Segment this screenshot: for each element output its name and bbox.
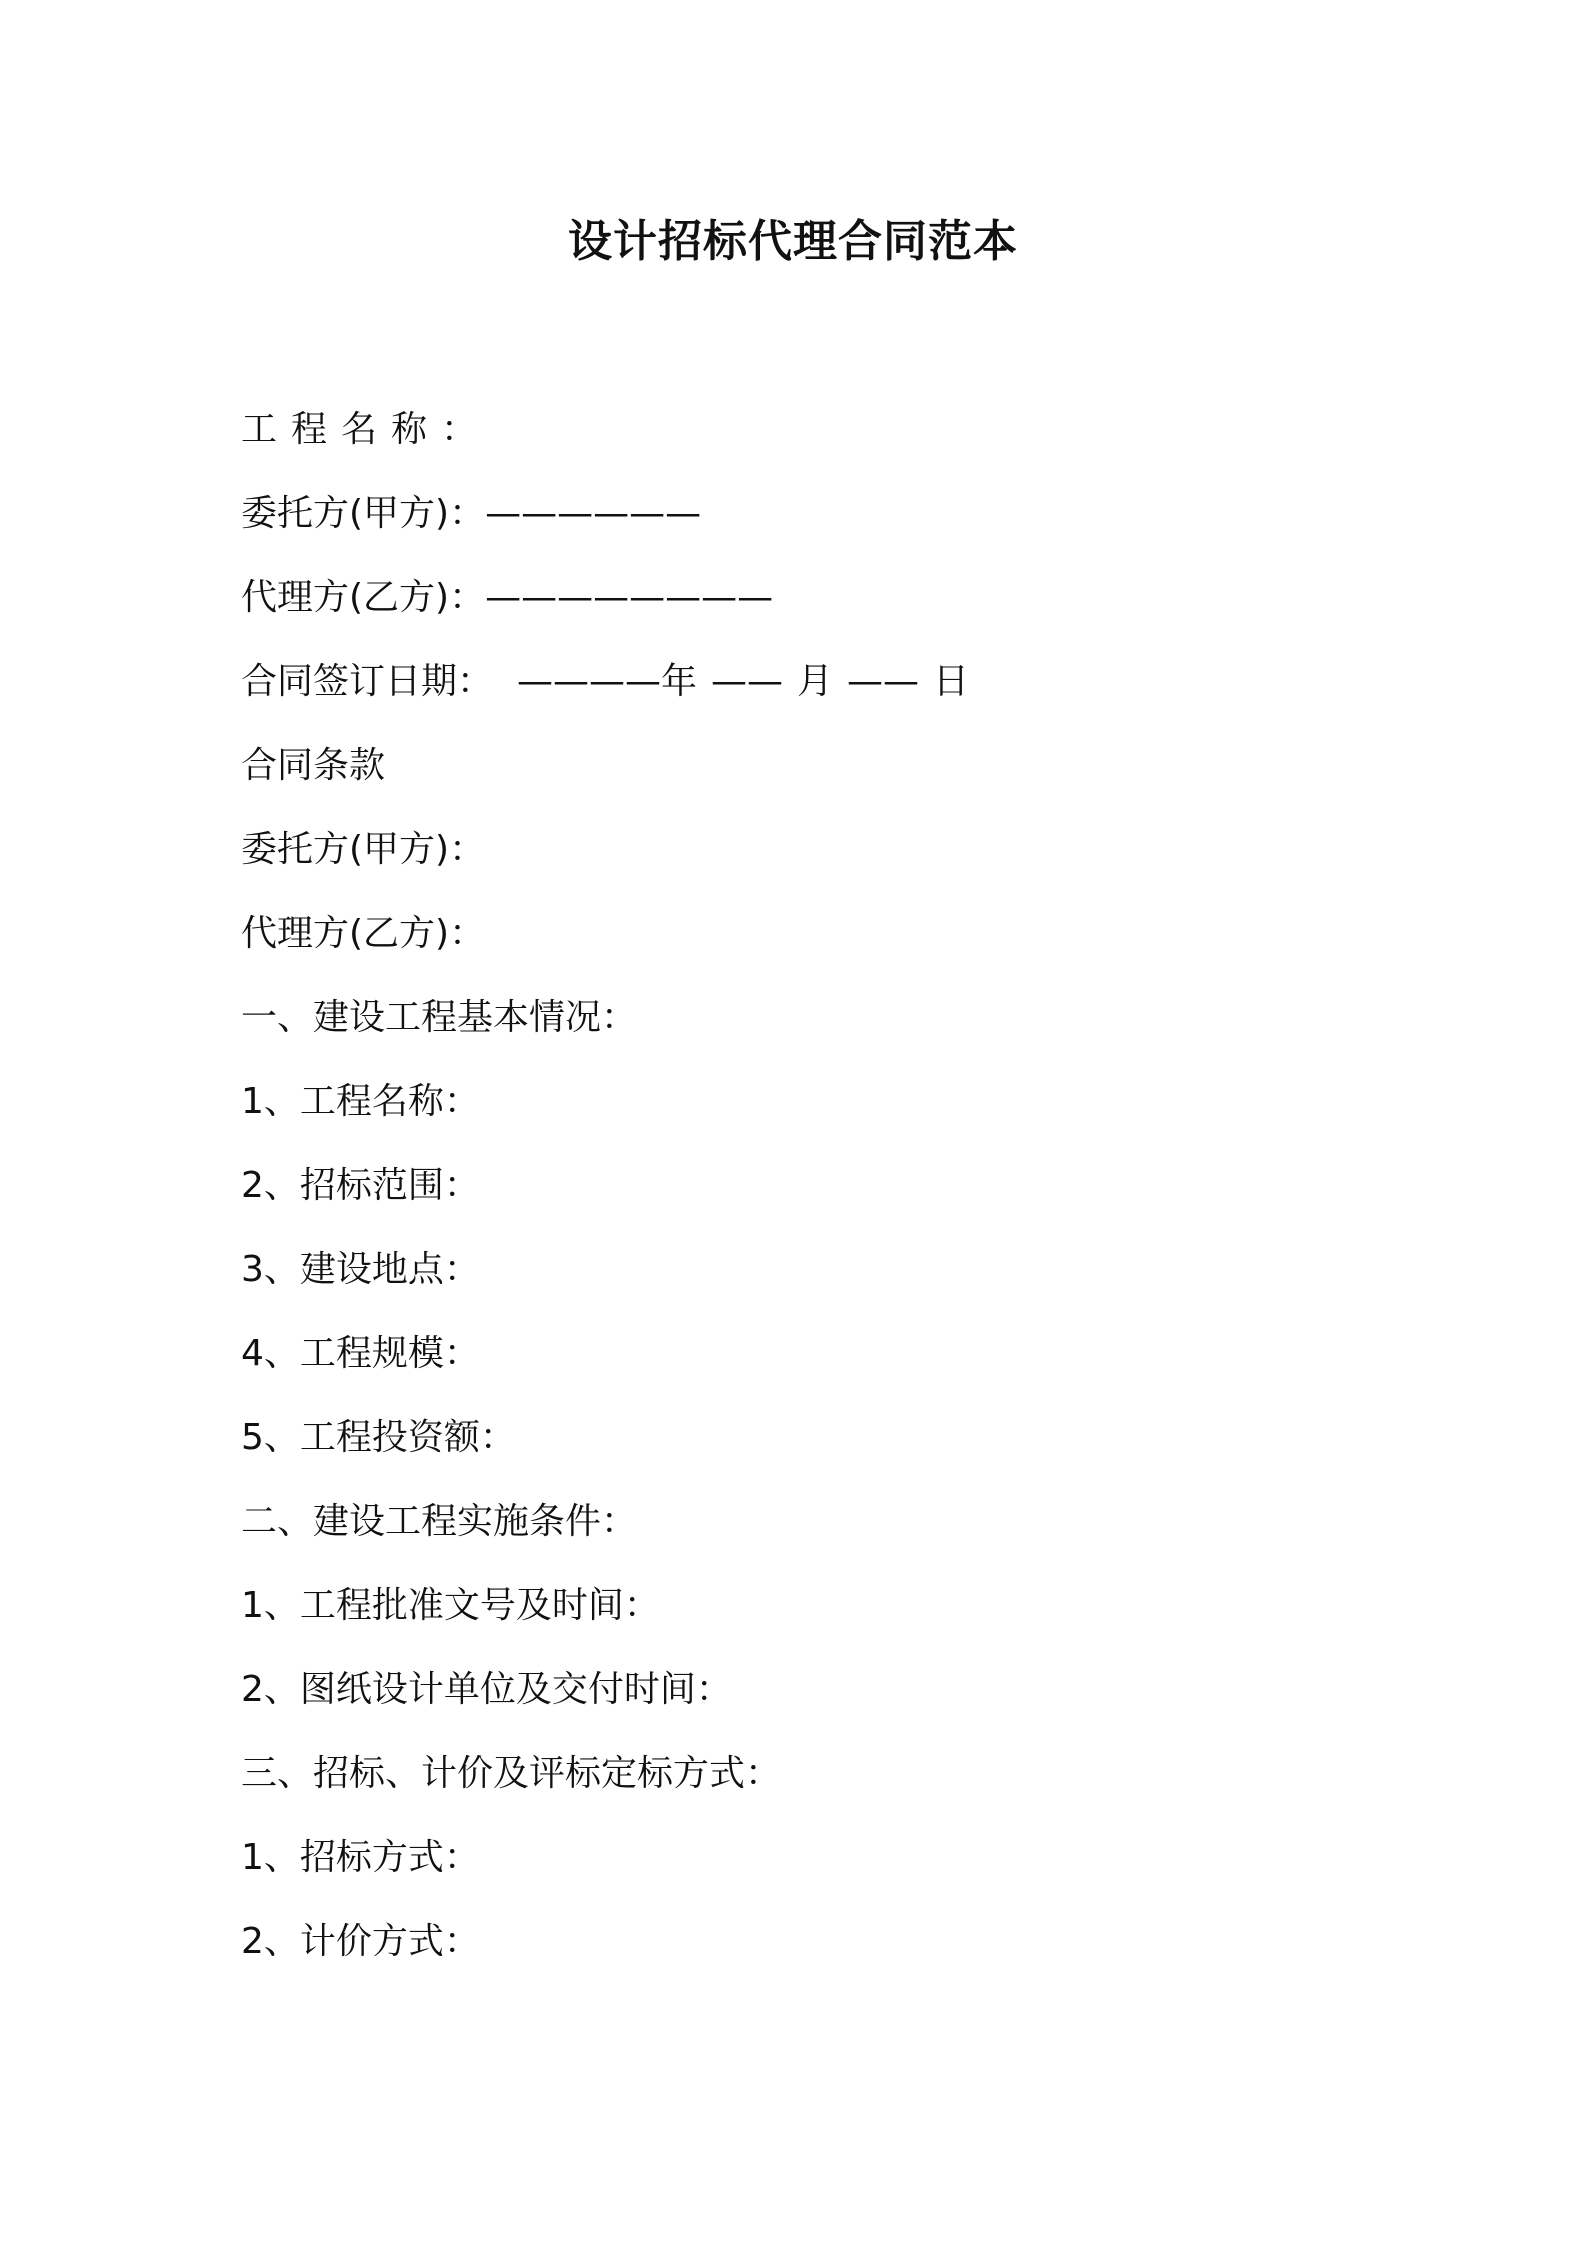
document-title: 设计招标代理合同范本 (568, 216, 1018, 267)
project-name-field (241, 404, 1341, 488)
document-body (241, 404, 1341, 2000)
section-item: 2、招标范围： (241, 1165, 480, 1206)
clauses-heading: 合同条款 (241, 745, 386, 786)
section-heading: 一、建设工程基本情况： (241, 997, 638, 1038)
agent-field (241, 572, 1341, 656)
section-item: 2、图纸设计单位及交付时间： (241, 1669, 732, 1710)
section-item: 2、计价方式： (241, 1921, 480, 1962)
section-item: 1、招标方式： (241, 1837, 480, 1878)
section-item: 5、工程投资额： (241, 1417, 516, 1458)
section-heading: 二、建设工程实施条件： (241, 1501, 638, 1542)
section-item: 1、工程批准文号及时间： (241, 1585, 660, 1626)
year-blank: ———— (517, 661, 662, 702)
month-unit: 月 (797, 661, 834, 702)
client-blank: —————— (485, 493, 702, 534)
sign-date-label: 合同签订日期： (241, 661, 494, 702)
section-1 (241, 992, 1341, 1496)
section-item: 1、工程名称： (241, 1081, 480, 1122)
day-blank: —— (847, 661, 920, 702)
client-label: 委托方(甲方)： (241, 493, 486, 534)
day-unit: 日 (933, 661, 970, 702)
section-2 (241, 1496, 1341, 1748)
agent-blank: ———————— (485, 577, 774, 618)
party-a-label: 委托方(甲方)： (241, 829, 486, 870)
sign-date-field (241, 656, 1341, 740)
year-unit: 年 (661, 661, 698, 702)
section-item: 3、建设地点： (241, 1249, 480, 1290)
agent-label: 代理方(乙方)： (241, 577, 486, 618)
month-blank: —— (711, 661, 784, 702)
project-name-label: 工程名称： (241, 409, 492, 450)
party-b-label: 代理方(乙方)： (241, 913, 486, 954)
section-3 (241, 1748, 1341, 2000)
section-heading: 三、招标、计价及评标定标方式： (241, 1753, 782, 1794)
client-field (241, 488, 1341, 572)
section-item: 4、工程规模： (241, 1333, 480, 1374)
